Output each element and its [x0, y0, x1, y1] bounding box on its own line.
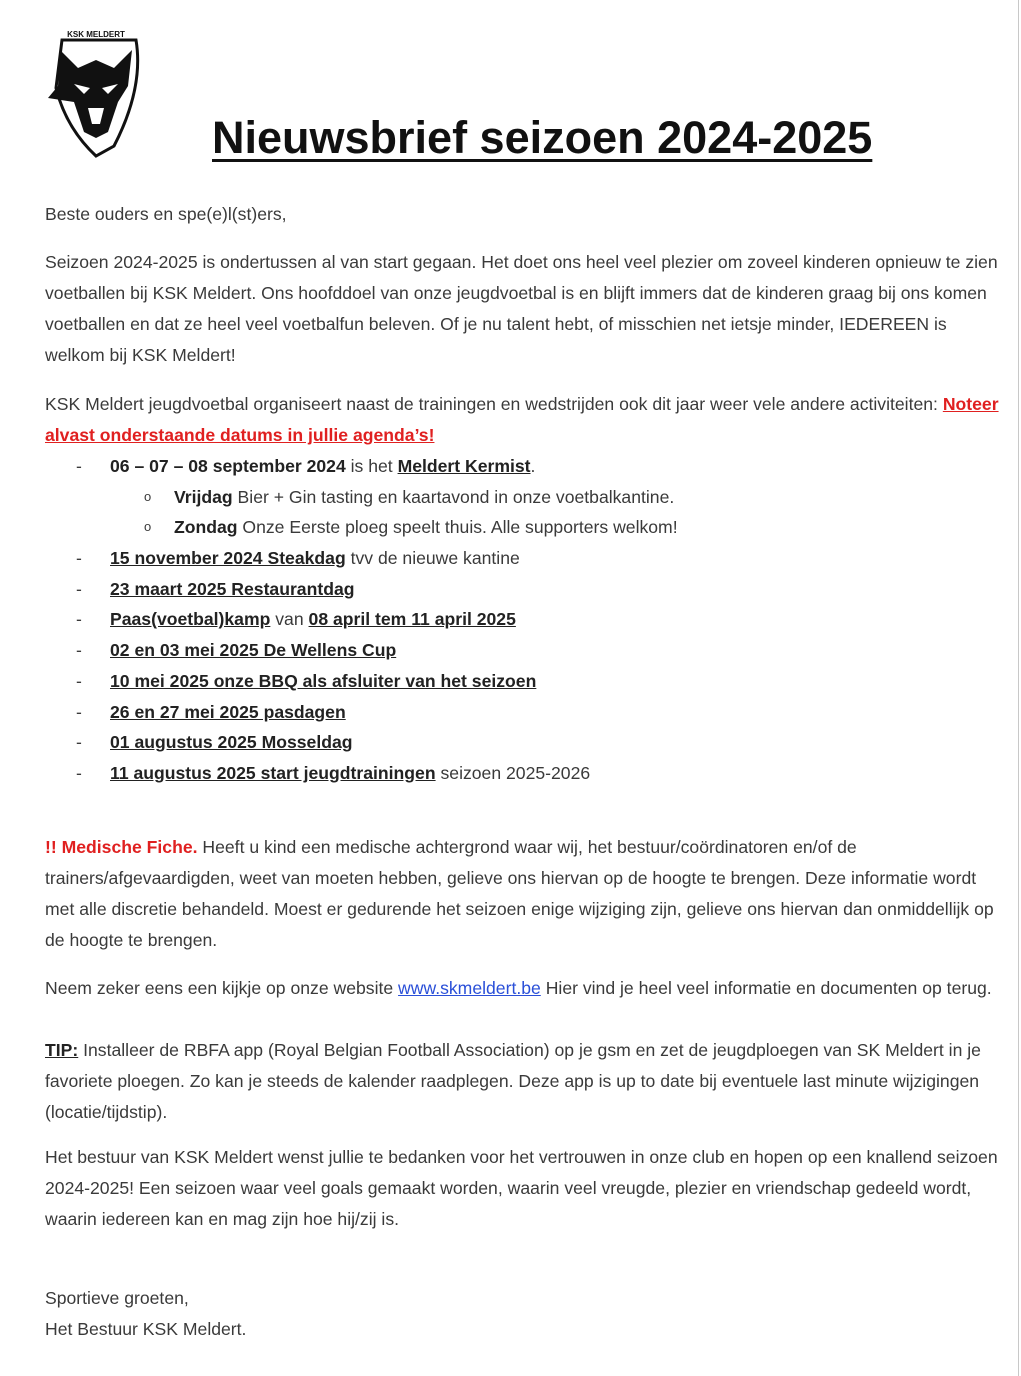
signoff-greeting: Sportieve groeten, [45, 1288, 189, 1308]
zondag-label: Zondag [174, 517, 238, 538]
restaurantdag-title: 23 maart 2025 Restaurantdag [110, 578, 355, 599]
tip-paragraph [45, 1035, 1000, 1128]
list-item: - 15 november 2024 Steakdag tvv de nieuwe kantine [76, 548, 520, 569]
list-item: - 26 en 27 mei 2025 pasdagen [76, 701, 346, 722]
events-list [76, 451, 976, 789]
paaskamp-title: Paas(voetbal)kamp [110, 609, 271, 630]
club-logo [44, 28, 148, 158]
medical-paragraph [45, 832, 1000, 956]
list-item: - Paas(voetbal)kamp van 08 april tem 11 april 2025 [76, 609, 516, 630]
website-link[interactable]: www.skmeldert.be [398, 978, 541, 998]
logo-text: KSK MELDERT [67, 30, 125, 39]
wolf-head-shield-icon [48, 40, 138, 156]
tip-label: TIP: [45, 1040, 79, 1060]
list-item: - 01 augustus 2025 Mosseldag [76, 732, 353, 753]
page-edge-divider [1018, 0, 1019, 1376]
closing-paragraph: Het bestuur van KSK Meldert wenst jullie te bedanken voor het vertrouwen in onze club en hopen op een knallend seizoen 2024-2025! Een seizoen waar veel goals gemaakt worden, waarin veel vreugde, plezier en vriendschap gedeeld wordt, waarin iedereen kan en mag zijn hoe hij/zij is. [45, 1147, 998, 1229]
bbq-title: 10 mei 2025 onze BBQ als afsluiter van het seizoen [110, 670, 537, 691]
tip-text: Installeer de RBFA app (Royal Belgian Football Association) op je gsm en zet de jeugdploegen van SK Meldert in je favoriete ploegen. Zo kan je steeds de kalender raadplegen. Deze app is up to date bij eventuele last minute wijzigingen (locatie/tijdstip). [45, 1040, 981, 1122]
wellens-title: 02 en 03 mei 2025 De Wellens Cup [110, 640, 397, 661]
list-item: - 06 – 07 – 08 september 2024 is het Meldert Kermist. [76, 456, 536, 476]
pasdagen-title: 26 en 27 mei 2025 pasdagen [110, 701, 346, 722]
website-paragraph: Neem zeker eens een kijkje op onze website www.skmeldert.be Hier vind je heel veel informatie en documenten op terug. [45, 978, 992, 998]
list-item: o Zondag Onze Eerste ploeg speelt thuis. Alle supporters welkom! [144, 517, 678, 538]
paaskamp-dates: 08 april tem 11 april 2025 [308, 609, 516, 630]
page-title: Nieuwsbrief seizoen 2024-2025 [212, 112, 873, 163]
list-item: - 02 en 03 mei 2025 De Wellens Cup [76, 640, 397, 661]
intro-paragraph: Seizoen 2024-2025 is ondertussen al van start gegaan. Het doet ons heel veel plezier om zoveel kinderen opnieuw te zien voetballen bij KSK Meldert. Ons hoofddoel van onze jeugdvoetbal is en blijft immers dat de kinderen graag bij ons komen voetballen en dat ze heel veel voetbalfun beleven. Of je nu talent hebt, of misschien net ietsje minder, IEDEREEN is welkom bij KSK Meldert! [45, 252, 998, 365]
steakdag-title: 15 november 2024 Steakdag [110, 548, 346, 569]
list-item: o Vrijdag Bier + Gin tasting en kaartavond in onze voetbalkantine. [144, 486, 675, 507]
vrijdag-label: Vrijdag [174, 486, 233, 507]
kermis-name: Meldert Kermist [397, 456, 531, 476]
mosseldag-title: 01 augustus 2025 Mosseldag [110, 732, 353, 753]
medical-text: Heeft u kind een medische achtergrond waar wij, het bestuur/coördinatoren en/of de trainers/afgevaardigden, weet van moeten hebben, gelieve ons hiervan op de hoogte te brengen. Deze informatie wordt met alle discretie behandeld. Moest er gedurende het seizoen enige wijziging zijn, gelieve ons hiervan dan onmiddellijk op de hoogte te brengen. [45, 837, 994, 950]
activities-note: Noteer alvast onderstaande datums in jullie agenda’s! [45, 394, 999, 445]
kermis-date: 06 – 07 – 08 september 2024 [110, 456, 346, 476]
activities-paragraph [45, 389, 1000, 451]
list-item: - 11 augustus 2025 start jeugdtrainingen seizoen 2025-2026 [76, 762, 591, 783]
activities-intro: KSK Meldert jeugdvoetbal organiseert naast de trainingen en wedstrijden ook dit jaar weer vele andere activiteiten: [45, 394, 943, 414]
medical-label: !! Medische Fiche. [45, 837, 198, 857]
signoff-signature: Het Bestuur KSK Meldert. [45, 1319, 247, 1339]
greeting: Beste ouders en spe(e)l(st)ers, [45, 204, 287, 224]
trainingen-title: 11 augustus 2025 start jeugdtrainingen [110, 762, 436, 783]
list-item: - 23 maart 2025 Restaurantdag [76, 578, 355, 599]
list-item: - 10 mei 2025 onze BBQ als afsluiter van het seizoen [76, 670, 537, 691]
